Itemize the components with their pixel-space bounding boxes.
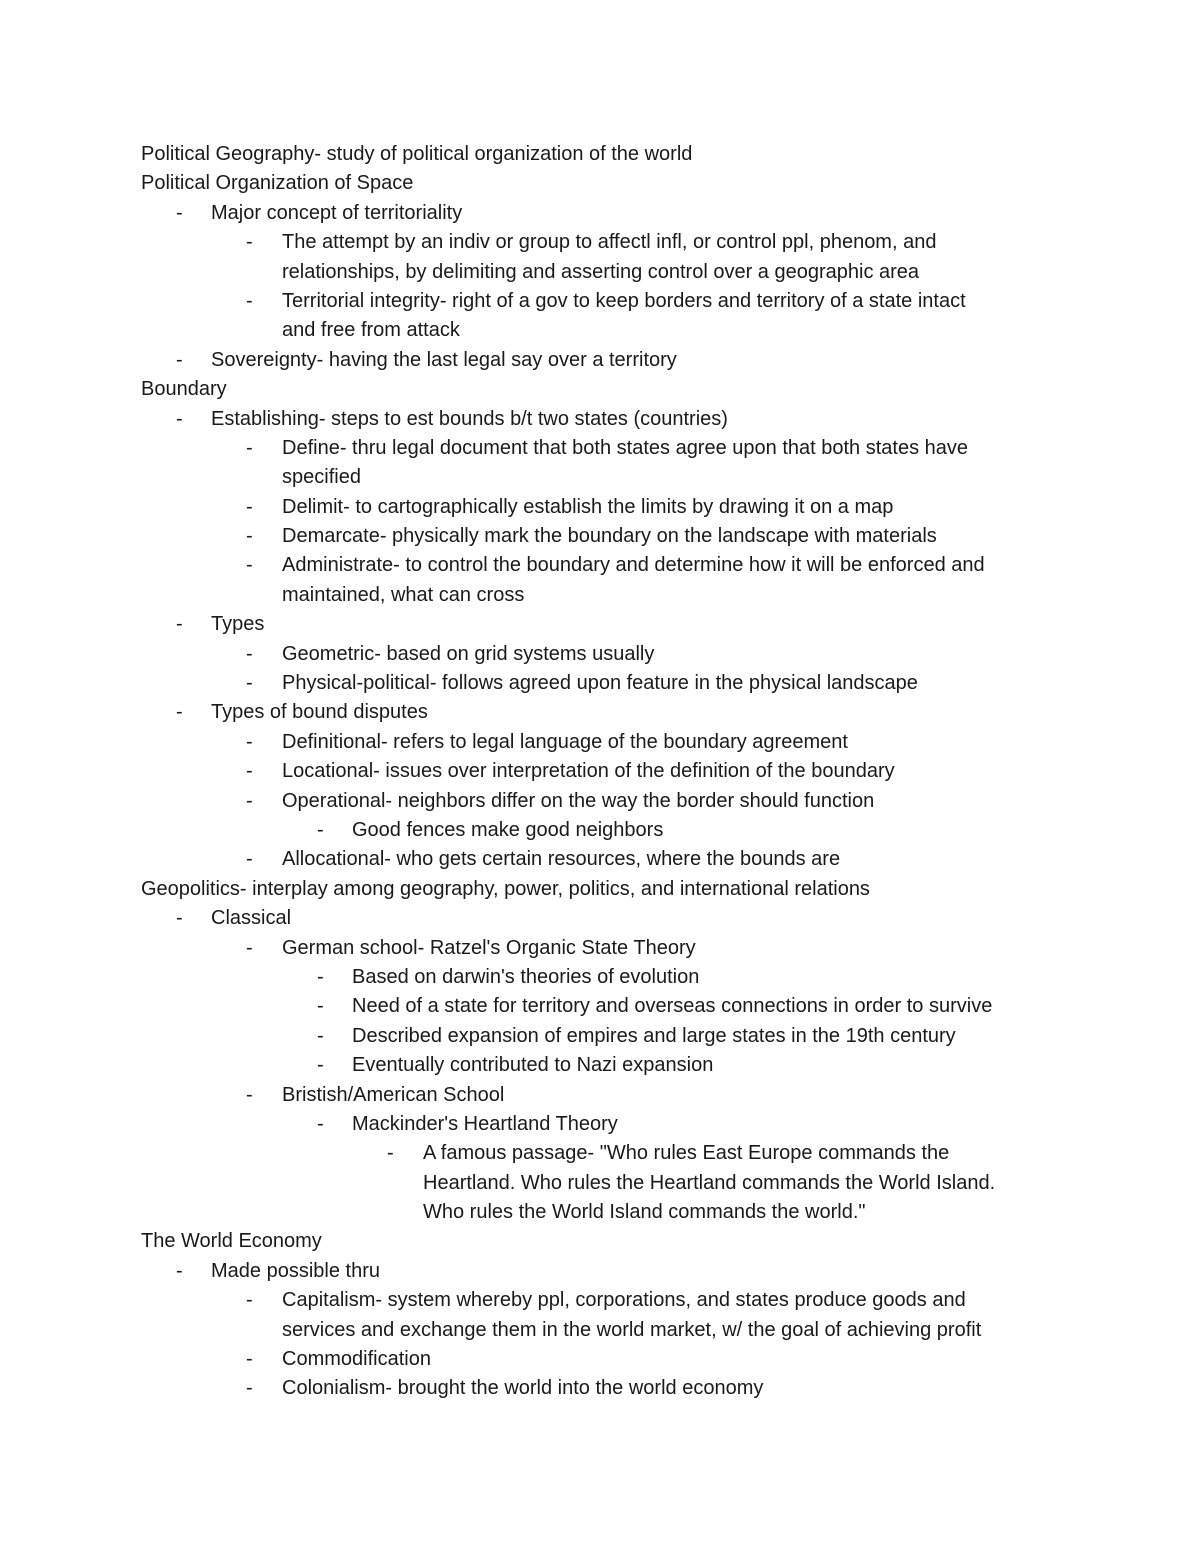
outline-item	[0, 1374, 1200, 1403]
bullet-dash: -	[246, 554, 253, 577]
bullet-dash: -	[317, 1112, 324, 1135]
outline-text: Operational- neighbors differ on the way the border should function	[282, 789, 875, 812]
outline-item	[0, 787, 1200, 816]
outline-item	[0, 904, 1200, 933]
outline-item	[0, 698, 1200, 727]
outline-item	[0, 1169, 1200, 1198]
outline-item	[0, 199, 1200, 228]
bullet-dash: -	[246, 672, 253, 695]
outline-item	[0, 493, 1200, 522]
outline-item	[0, 551, 1200, 580]
outline-item	[0, 1051, 1200, 1080]
outline-item	[0, 434, 1200, 463]
outline-text: Definitional- refers to legal language of the boundary agreement	[282, 730, 848, 753]
outline-text: Mackinder's Heartland Theory	[352, 1112, 618, 1135]
outline-text: Who rules the World Island commands the world."	[423, 1201, 866, 1224]
bullet-dash: -	[246, 730, 253, 753]
outline-text: Classical	[211, 907, 292, 930]
outline-item	[0, 669, 1200, 698]
outline-text: Political Geography- study of political organization of the world	[141, 143, 693, 165]
outline-text: Major concept of territoriality	[211, 201, 463, 224]
outline-text: Described expansion of empires and large states in the 19th century	[352, 1024, 956, 1047]
outline-text: Define- thru legal document that both states agree upon that both states have	[282, 436, 969, 459]
outline-text: Physical-political- follows agreed upon feature in the physical landscape	[282, 672, 918, 695]
outline-item	[0, 581, 1200, 610]
outline-item	[0, 258, 1200, 287]
bullet-dash: -	[246, 760, 253, 783]
bullet-dash: -	[246, 1083, 253, 1106]
outline-text: Geopolitics- interplay among geography, power, politics, and international relations	[141, 877, 870, 900]
bullet-dash: -	[176, 201, 183, 224]
bullet-dash: -	[246, 231, 253, 254]
bullet-dash: -	[317, 1024, 324, 1047]
outline-item	[0, 992, 1200, 1021]
outline-text: Types of bound disputes	[211, 701, 428, 724]
outline-text: Delimit- to cartographically establish the limits by drawing it on a map	[282, 495, 894, 518]
bullet-dash: -	[317, 995, 324, 1018]
outline-text: Bristish/American School	[282, 1083, 505, 1106]
outline-item	[0, 522, 1200, 551]
outline-text: Locational- issues over interpretation of the definition of the boundary	[282, 760, 895, 783]
outline-text: services and exchange them in the world market, w/ the goal of achieving profit	[282, 1318, 982, 1341]
outline-item	[0, 1022, 1200, 1051]
outline-item	[0, 610, 1200, 639]
bullet-dash: -	[317, 818, 324, 841]
outline-item	[0, 1110, 1200, 1139]
section-heading	[0, 140, 1200, 169]
bullet-dash: -	[246, 289, 253, 312]
bullet-dash: -	[246, 1289, 253, 1312]
outline-text: Sovereignty- having the last legal say over a territory	[211, 348, 677, 371]
outline-text: A famous passage- "Who rules East Europe commands the	[423, 1142, 950, 1165]
outline-text: The attempt by an indiv or group to affectl infl, or control ppl, phenom, and	[282, 231, 937, 254]
outline-text: Types	[211, 613, 265, 636]
outline-text: Boundary	[141, 378, 227, 401]
section-heading	[0, 375, 1200, 404]
outline-item	[0, 316, 1200, 345]
bullet-dash: -	[246, 789, 253, 812]
bullet-dash: -	[246, 495, 253, 518]
outline-item	[0, 757, 1200, 786]
bullet-dash: -	[246, 1348, 253, 1371]
outline-item	[0, 1139, 1200, 1168]
outline-item	[0, 728, 1200, 757]
bullet-dash: -	[176, 907, 183, 930]
outline-text: Commodification	[282, 1348, 431, 1371]
outline-item	[0, 1198, 1200, 1227]
outline-text: and free from attack	[282, 319, 460, 342]
outline-item	[0, 1081, 1200, 1110]
bullet-dash: -	[176, 407, 183, 430]
bullet-dash: -	[246, 642, 253, 665]
outline-text: Need of a state for territory and overseas connections in order to survive	[352, 995, 993, 1018]
bullet-dash: -	[176, 348, 183, 371]
bullet-dash: -	[246, 848, 253, 871]
outline-text: specified	[282, 466, 361, 489]
outline-text: Based on darwin's theories of evolution	[352, 965, 700, 988]
outline-item	[0, 1257, 1200, 1286]
outline-text: Made possible thru	[211, 1259, 380, 1282]
outline-item	[0, 1345, 1200, 1374]
outline-text: Allocational- who gets certain resources, where the bounds are	[282, 848, 841, 871]
bullet-dash: -	[176, 701, 183, 724]
outline-item	[0, 963, 1200, 992]
bullet-dash: -	[317, 1054, 324, 1077]
outline-text: Heartland. Who rules the Heartland commands the World Island.	[423, 1171, 996, 1194]
section-heading	[0, 1227, 1200, 1256]
bullet-dash: -	[176, 613, 183, 636]
outline-item	[0, 845, 1200, 874]
outline-item	[0, 287, 1200, 316]
section-heading	[0, 875, 1200, 904]
outline-text: Demarcate- physically mark the boundary on the landscape with materials	[282, 525, 937, 548]
bullet-dash: -	[246, 936, 253, 959]
outline-item	[0, 228, 1200, 257]
outline-item	[0, 1316, 1200, 1345]
outline-text: Political Organization of Space	[141, 172, 414, 195]
bullet-dash: -	[317, 965, 324, 988]
document-body	[0, 140, 1200, 1404]
bullet-dash: -	[246, 525, 253, 548]
bullet-dash: -	[387, 1142, 394, 1165]
outline-item	[0, 1286, 1200, 1315]
section-heading	[0, 169, 1200, 198]
outline-item	[0, 346, 1200, 375]
outline-item	[0, 463, 1200, 492]
outline-text: The World Economy	[141, 1230, 322, 1253]
bullet-dash: -	[246, 436, 253, 459]
outline-text: relationships, by delimiting and asserting control over a geographic area	[282, 260, 920, 283]
bullet-dash: -	[246, 1377, 253, 1400]
outline-text: Colonialism- brought the world into the world economy	[282, 1377, 764, 1400]
outline-text: Good fences make good neighbors	[352, 818, 664, 841]
outline-text: Capitalism- system whereby ppl, corporations, and states produce goods and	[282, 1289, 966, 1312]
outline-item	[0, 405, 1200, 434]
bullet-dash: -	[176, 1259, 183, 1282]
outline-item	[0, 816, 1200, 845]
outline-text: Eventually contributed to Nazi expansion	[352, 1054, 714, 1077]
outline-text: Geometric- based on grid systems usually	[282, 642, 655, 665]
outline-text: Administrate- to control the boundary and determine how it will be enforced and	[282, 554, 985, 577]
outline-item	[0, 640, 1200, 669]
outline-item	[0, 934, 1200, 963]
outline-text: Territorial integrity- right of a gov to keep borders and territory of a state intact	[282, 289, 966, 312]
outline-text: Establishing- steps to est bounds b/t two states (countries)	[211, 407, 728, 430]
outline-text: German school- Ratzel's Organic State Theory	[282, 936, 696, 959]
outline-text: maintained, what can cross	[282, 583, 525, 606]
